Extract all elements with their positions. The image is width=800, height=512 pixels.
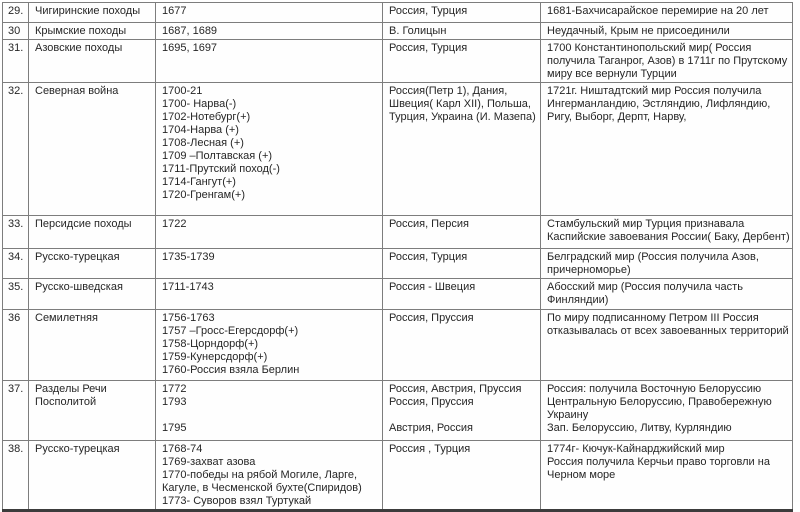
table-row <box>3 40 793 83</box>
row-number-cell <box>3 381 29 441</box>
row-number-cell <box>3 441 29 511</box>
cell-line: Центральную Белоруссию, Правобережную <box>547 396 772 408</box>
row-number-cell <box>3 279 29 310</box>
cell-line: 1681-Бахчисарайское перемирие на 20 лет <box>547 5 769 17</box>
cell-line: 1702-Нотебург(+) <box>162 111 251 123</box>
cell-line: Семилетняя <box>35 312 98 324</box>
cell-line: 1709 –Полтавская (+) <box>162 150 273 162</box>
scanned-document-page <box>0 2 800 507</box>
cell-line: Россия, Турция <box>389 251 468 263</box>
cell-line: Россия, Пруссия <box>389 312 474 324</box>
war-name-cell <box>29 3 156 23</box>
row-number-cell <box>3 23 29 40</box>
participants-cell <box>383 279 541 310</box>
cell-line: 1700 Константинопольский мир( Россия <box>547 42 752 54</box>
cell-line: Ингерманландию, Эстляндию, Лифляндию, <box>547 98 771 110</box>
cell-line: Северная война <box>35 85 119 97</box>
result-cell <box>541 23 793 40</box>
cell-line: Персидсие походы <box>35 218 132 230</box>
war-name-cell <box>29 83 156 216</box>
cell-line <box>389 409 536 422</box>
cell-line: 1714-Гангут(+) <box>162 176 236 188</box>
war-name-cell <box>29 216 156 249</box>
row-number-cell <box>3 216 29 249</box>
participants-cell <box>383 3 541 23</box>
row-number-cell <box>3 40 29 83</box>
cell-line: 37. <box>8 383 24 395</box>
table-row <box>3 216 793 249</box>
cell-line: получила Таганрог, Азов) в 1711г по Прутскому <box>547 55 788 67</box>
cell-line: 1695, 1697 <box>162 42 218 54</box>
cell-line: 1735-1739 <box>162 251 215 263</box>
dates-events-cell <box>156 279 383 310</box>
result-cell <box>541 83 793 216</box>
war-name-cell <box>29 381 156 441</box>
war-name-cell <box>29 441 156 511</box>
cell-line: Россия(Петр 1), Дания, <box>389 85 508 97</box>
result-cell <box>541 249 793 279</box>
cell-line: Россия, Турция <box>389 42 468 54</box>
dates-events-cell <box>156 3 383 23</box>
wars-history-table <box>2 2 793 512</box>
row-number-cell <box>3 3 29 23</box>
row-number-cell <box>3 310 29 381</box>
result-cell <box>541 310 793 381</box>
result-cell <box>541 216 793 249</box>
cell-line: 1768-74 <box>162 443 203 455</box>
dates-events-cell <box>156 23 383 40</box>
cell-line: Австрия, Россия <box>389 422 473 434</box>
cell-line: 1700-21 <box>162 85 203 97</box>
result-cell <box>541 40 793 83</box>
participants-cell <box>383 381 541 441</box>
cell-line: Россия, Пруссия <box>389 396 474 408</box>
cell-line: 38. <box>8 443 24 455</box>
wars-table-body <box>3 3 793 511</box>
cell-line: 32. <box>8 85 24 97</box>
war-name-cell <box>29 40 156 83</box>
cell-line: Азовские походы <box>35 42 123 54</box>
participants-cell <box>383 83 541 216</box>
cell-line: Стамбульский мир Турция признавала <box>547 218 745 230</box>
cell-line: 1720-Гренгам(+) <box>162 189 245 201</box>
dates-events-cell <box>156 381 383 441</box>
cell-line: 1759-Кунерсдорф(+) <box>162 351 268 363</box>
cell-line: 1687, 1689 <box>162 25 218 37</box>
cell-line: Каспийские завоевания России( Баку, Дербент) <box>547 231 790 243</box>
table-row <box>3 83 793 216</box>
cell-line: По миру подписанному Петром III Россия <box>547 312 759 324</box>
cell-line: 35. <box>8 281 24 293</box>
war-name-cell <box>29 249 156 279</box>
cell-line: 34. <box>8 251 24 263</box>
cell-line: 1772 <box>162 383 187 395</box>
table-row <box>3 310 793 381</box>
participants-cell <box>383 216 541 249</box>
cell-line: Россия, Австрия, Пруссия <box>389 383 522 395</box>
dates-events-cell <box>156 216 383 249</box>
table-row <box>3 381 793 441</box>
cell-line: отказывалась от всех завоеванных территорий <box>547 325 789 337</box>
cell-line: Абосский мир (Россия получила часть <box>547 281 743 293</box>
cell-line: Финляндии) <box>547 294 609 306</box>
result-cell <box>541 381 793 441</box>
table-row <box>3 23 793 40</box>
cell-line: Зап. Белоруссию, Литву, Курляндию <box>547 422 732 434</box>
cell-line: Посполитой <box>35 396 97 408</box>
war-name-cell <box>29 279 156 310</box>
cell-line: Россия: получила Восточную Белоруссию <box>547 383 762 395</box>
cell-line: 1757 –Гросс-Егерсдорф(+) <box>162 325 299 337</box>
cell-line: 1677 <box>162 5 187 17</box>
cell-line: 1721г. Ништадтский мир Россия получила <box>547 85 762 97</box>
participants-cell <box>383 441 541 511</box>
cell-line: 1708-Лесная (+) <box>162 137 244 149</box>
cell-line: Турция, Украина (И. Мазепа) <box>389 111 536 123</box>
cell-line: Россия, Персия <box>389 218 469 230</box>
cell-line: 1795 <box>162 422 187 434</box>
participants-cell <box>383 23 541 40</box>
dates-events-cell <box>156 441 383 511</box>
participants-cell <box>383 40 541 83</box>
cell-line: 1704-Нарва (+) <box>162 124 239 136</box>
cell-line: 1760-Россия взяла Берлин <box>162 364 300 376</box>
cell-line: 1722 <box>162 218 187 230</box>
cell-line: миру все вернули Турции <box>547 68 677 80</box>
cell-line: 31. <box>8 42 24 54</box>
cell-line: Русско-турецкая <box>35 251 120 263</box>
cell-line: Крымские походы <box>35 25 127 37</box>
cell-line: Россия , Турция <box>389 443 471 455</box>
row-number-cell <box>3 249 29 279</box>
war-name-cell <box>29 310 156 381</box>
row-number-cell <box>3 83 29 216</box>
participants-cell <box>383 310 541 381</box>
cell-line: Черном море <box>547 469 616 481</box>
cell-line: Кагуле, в Чесменской бухте(Спиридов) <box>162 482 362 494</box>
cell-line: Белградский мир (Россия получила Азов, <box>547 251 759 263</box>
cell-line: В. Голицын <box>389 25 447 37</box>
cell-line: 30 <box>8 25 21 37</box>
cell-line: 1756-1763 <box>162 312 215 324</box>
table-row <box>3 249 793 279</box>
cell-line: 1770-победы на рябой Могиле, Ларге, <box>162 469 358 481</box>
cell-line: 36 <box>8 312 21 324</box>
cell-line: Неудачный, Крым не присоединили <box>547 25 730 37</box>
cell-line: 1773- Суворов взял Туртукай <box>162 495 312 507</box>
cell-line: причерноморье) <box>547 264 631 276</box>
cell-line: 1758-Цорндорф(+) <box>162 338 259 350</box>
table-row <box>3 441 793 511</box>
cell-line: Ригу, Выборг, Дерпт, Нарву, <box>547 111 687 123</box>
cell-line: Разделы Речи <box>35 383 107 395</box>
cell-line: 1793 <box>162 396 187 408</box>
cell-line: Россия, Турция <box>389 5 468 17</box>
cell-line: 29. <box>8 5 24 17</box>
cell-line: Швеция( Карл XII), Польша, <box>389 98 531 110</box>
cell-line: 1711-Прутский поход(-) <box>162 163 280 175</box>
cell-line: Украину <box>547 409 589 421</box>
result-cell <box>541 279 793 310</box>
cell-line: Чигиринские походы <box>35 5 141 17</box>
cell-line: 1711-1743 <box>162 281 214 293</box>
cell-line: 1700- Нарва(-) <box>162 98 237 110</box>
result-cell <box>541 441 793 511</box>
war-name-cell <box>29 23 156 40</box>
cell-line: 1769-захват азова <box>162 456 256 468</box>
dates-events-cell <box>156 83 383 216</box>
cell-line: 1774г- Кючук-Кайнарджийский мир <box>547 443 725 455</box>
dates-events-cell <box>156 40 383 83</box>
cell-line: Россия получила Керчьи право торговли на <box>547 456 770 468</box>
cell-line: 33. <box>8 218 24 230</box>
cell-line: Русско-турецкая <box>35 443 120 455</box>
table-row <box>3 279 793 310</box>
participants-cell <box>383 249 541 279</box>
dates-events-cell <box>156 249 383 279</box>
cell-line: Русско-шведская <box>35 281 123 293</box>
table-row <box>3 3 793 23</box>
cell-line: Россия - Швеция <box>389 281 476 293</box>
result-cell <box>541 3 793 23</box>
dates-events-cell <box>156 310 383 381</box>
cell-line <box>162 409 378 422</box>
